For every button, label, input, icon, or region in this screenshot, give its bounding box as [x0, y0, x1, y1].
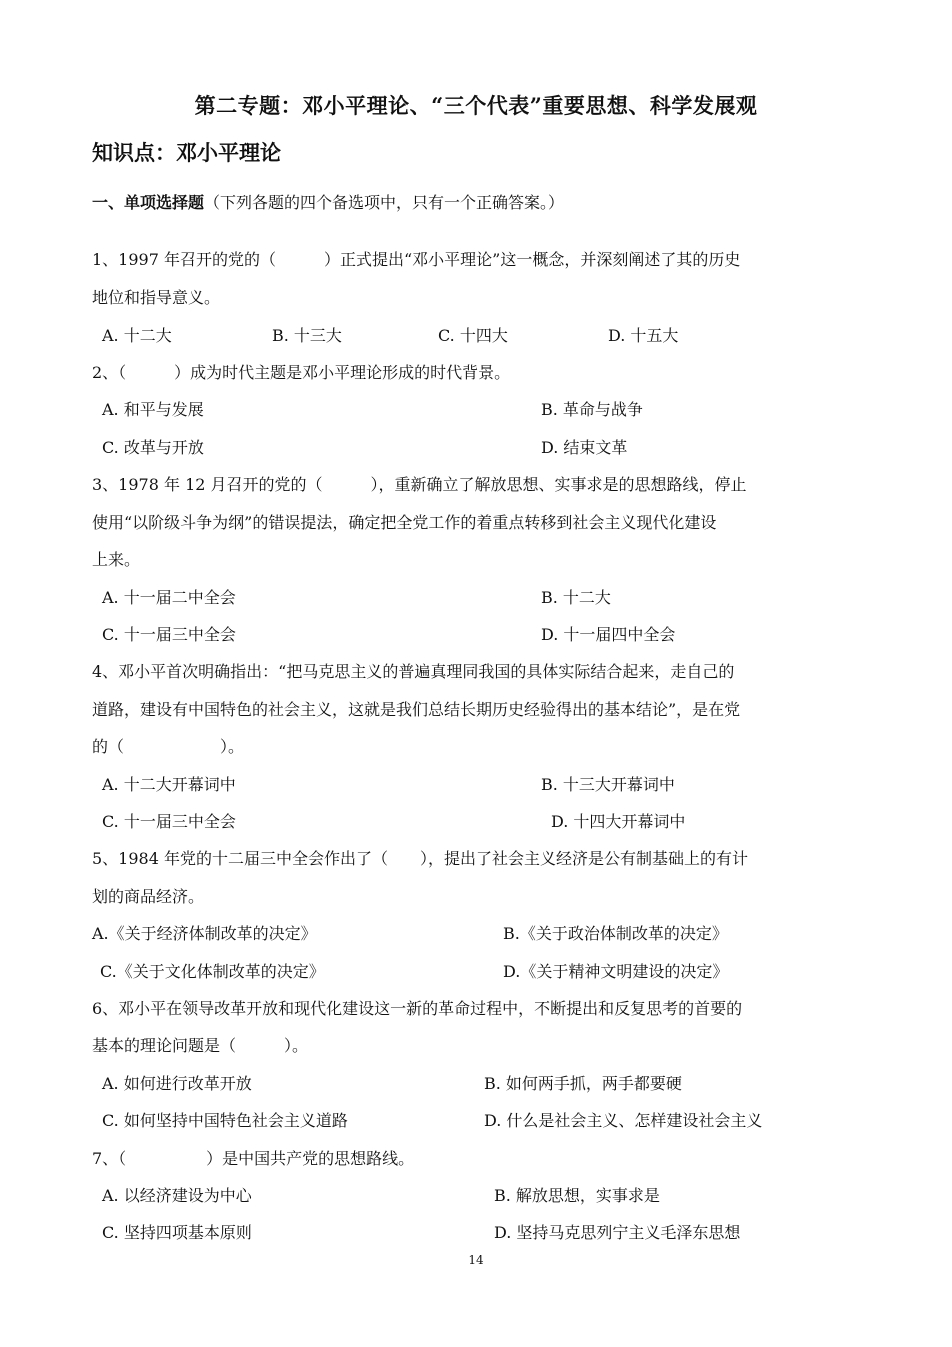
question-5-option-d: D.《关于精神文明建设的决定》	[503, 962, 729, 981]
question-2-option-c: C. 改革与开放	[102, 438, 204, 457]
question-1-line-1: 1、1997 年召开的党的（ ）正式提出“邓小平理论”这一概念，并深刻阐述了其的历史	[92, 250, 741, 269]
question-3-line-2: 使用“以阶级斗争为纲”的错误提法，确定把全党工作的着重点转移到社会主义现代化建设	[92, 513, 717, 532]
knowledge-point-heading: 知识点：邓小平理论	[92, 140, 281, 165]
question-6-option-b: B. 如何两手抓，两手都要硬	[484, 1074, 682, 1093]
question-1-option-c: C. 十四大	[438, 326, 508, 345]
question-6-line-1: 6、邓小平在领导改革开放和现代化建设这一新的革命过程中，不断提出和反复思考的首要的	[92, 999, 743, 1018]
question-6-option-a: A. 如何进行改革开放	[102, 1074, 252, 1093]
question-1-option-d: D. 十五大	[608, 326, 679, 345]
question-6-option-c: C. 如何坚持中国特色社会主义道路	[102, 1111, 348, 1130]
question-3-option-a: A. 十一届二中全会	[102, 588, 236, 607]
question-3-option-b: B. 十二大	[541, 588, 611, 607]
question-4-line-3: 的（ ）。	[92, 737, 245, 756]
page-number: 14	[468, 1253, 484, 1267]
question-2-option-a: A. 和平与发展	[102, 400, 204, 419]
question-1-option-a: A. 十二大	[102, 326, 172, 345]
question-4-line-2: 道路，建设有中国特色的社会主义，这就是我们总结长期历史经验得出的基本结论”，是在党	[92, 700, 741, 719]
question-7-option-c: C. 坚持四项基本原则	[102, 1223, 252, 1242]
question-4-line-1: 4、邓小平首次明确指出：“把马克思主义的普遍真理同我国的具体实际结合起来，走自己的	[92, 662, 735, 681]
question-3-option-c: C. 十一届三中全会	[102, 625, 236, 644]
question-5-line-1: 5、1984 年党的十二届三中全会作出了（ ），提出了社会主义经济是公有制基础上的有计	[92, 849, 748, 868]
question-4-option-a: A. 十二大开幕词中	[102, 775, 236, 794]
question-1-line-2: 地位和指导意义。	[92, 288, 221, 307]
question-7-option-d: D. 坚持马克思列宁主义毛泽东思想	[494, 1223, 741, 1242]
section-note: （下列各题的四个备选项中，只有一个正确答案。）	[204, 193, 565, 212]
question-4-option-d: D. 十四大开幕词中	[551, 812, 686, 831]
question-6-line-2: 基本的理论问题是（ ）。	[92, 1036, 309, 1055]
question-2-option-d: D. 结束文革	[541, 438, 628, 457]
page-title: 第二专题：邓小平理论、“三个代表”重要思想、科学发展观	[194, 93, 758, 118]
question-2-line-1: 2、（ ）成为时代主题是邓小平理论形成的时代背景。	[92, 363, 511, 382]
section-heading	[92, 190, 564, 213]
question-5-option-a: A.《关于经济体制改革的决定》	[92, 924, 317, 943]
question-1-option-b: B. 十三大	[272, 326, 342, 345]
question-7-line-1: 7、（ ）是中国共产党的思想路线。	[92, 1149, 415, 1168]
question-2-option-b: B. 革命与战争	[541, 400, 643, 419]
question-4-option-c: C. 十一届三中全会	[102, 812, 236, 831]
question-3-line-3: 上来。	[92, 550, 141, 569]
question-5-option-b: B.《关于政治体制改革的决定》	[503, 924, 728, 943]
question-5-line-2: 划的商品经济。	[92, 887, 205, 906]
question-5-option-c: C.《关于文化体制改革的决定》	[100, 962, 325, 981]
question-7-option-a: A. 以经济建设为中心	[102, 1186, 252, 1205]
question-7-option-b: B. 解放思想，实事求是	[494, 1186, 660, 1205]
question-3-option-d: D. 十一届四中全会	[541, 625, 676, 644]
question-3-line-1: 3、1978 年 12 月召开的党的（ ），重新确立了解放思想、实事求是的思想路线，停止	[92, 475, 747, 494]
section-label: 一、单项选择题	[92, 193, 205, 212]
question-6-option-d: D. 什么是社会主义、怎样建设社会主义	[484, 1111, 763, 1130]
question-4-option-b: B. 十三大开幕词中	[541, 775, 675, 794]
